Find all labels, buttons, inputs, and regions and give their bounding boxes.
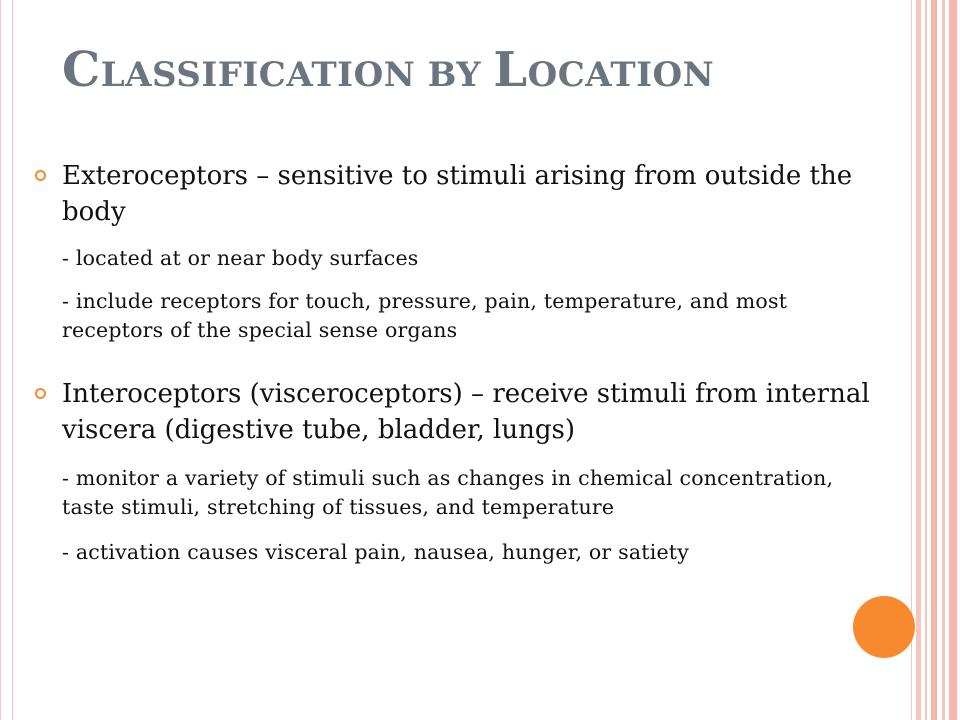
title-cap-1: C [62, 42, 101, 98]
slide-content [62, 158, 882, 567]
stripe [918, 0, 921, 720]
bullet-circle-icon [35, 170, 46, 181]
stripe [949, 0, 957, 720]
decorative-circle-icon [853, 596, 915, 658]
title-cap-2: L [493, 42, 528, 98]
stripe [942, 0, 945, 720]
decorative-stripes [918, 0, 960, 720]
stripe [925, 0, 927, 720]
stripe [931, 0, 937, 720]
bullet-exteroceptors [62, 158, 882, 230]
bullet-heading: Interoceptors (visceroceptors) – receive stimuli from internal viscera (digestive tube, bladder, lungs) [62, 379, 870, 445]
title-rest-2: OCATION [527, 55, 715, 95]
subpoint: - include receptors for touch, pressure, pain, temperature, and most receptors of the special sense organs [62, 289, 788, 342]
bullet-interoceptors [62, 376, 882, 448]
slide-title [62, 40, 862, 105]
bullet-circle-icon [35, 388, 46, 399]
subpoint: - activation causes visceral pain, nausea, hunger, or satiety [62, 540, 690, 564]
subpoint: - monitor a variety of stimuli such as changes in chemical concentration, taste stimuli, stretching of tissues, and temperature [62, 466, 834, 519]
subpoint: - located at or near body surfaces [62, 246, 419, 270]
title-rest-1: LASSIFICATION BY [100, 55, 494, 95]
bullet-heading: Exteroceptors – sensitive to stimuli arising from outside the body [62, 161, 853, 227]
